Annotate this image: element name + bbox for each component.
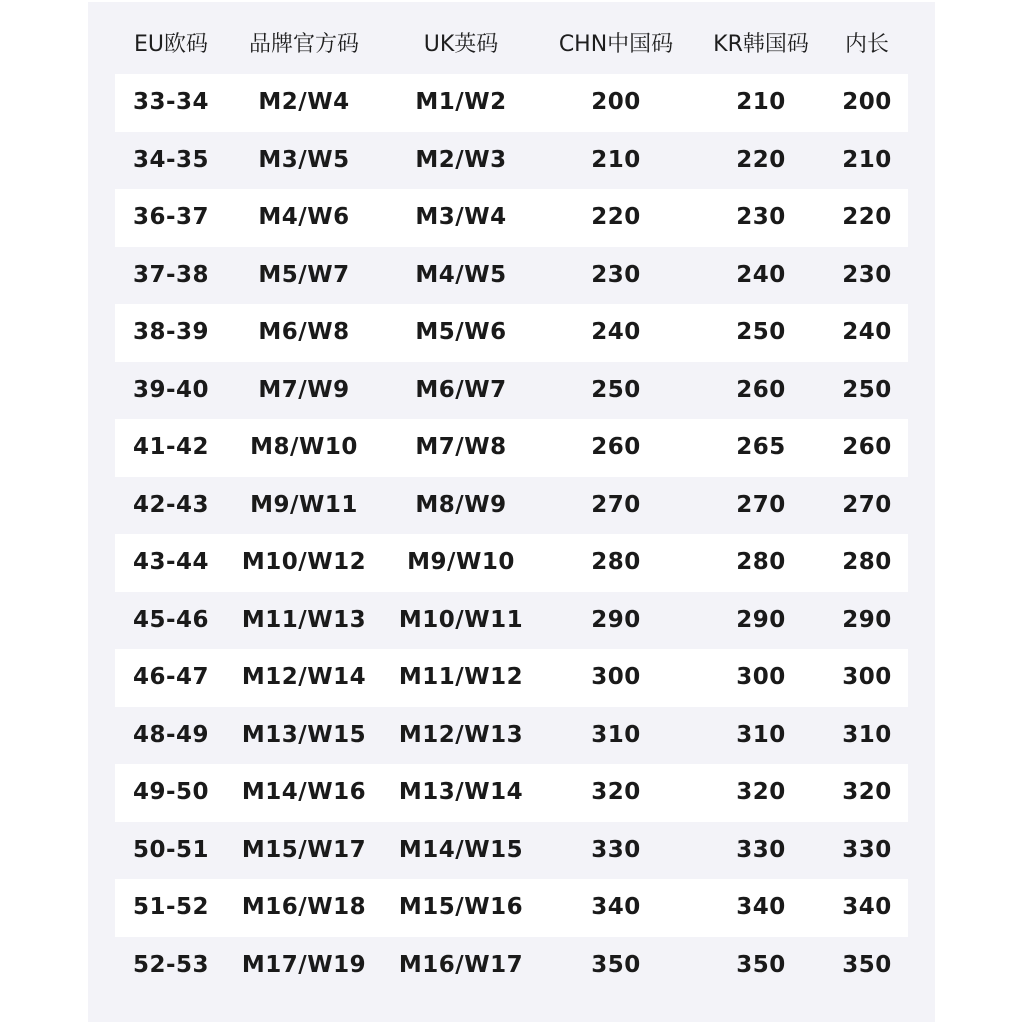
cell-brand-size: M15/W17 [241, 836, 367, 863]
cell-kr-size: 320 [736, 779, 786, 805]
cell-eu-size: 49-50 [132, 779, 210, 805]
cell-uk-size: M10/W11 [398, 606, 524, 633]
cell-kr-size: 250 [736, 319, 786, 345]
cell-uk-size: M15/W16 [398, 894, 524, 920]
cell-uk-size: M2/W3 [415, 146, 507, 173]
table-row [115, 74, 908, 132]
cell-brand-size: M11/W13 [241, 606, 367, 633]
cell-inner-length: 280 [842, 549, 892, 575]
cell-uk-size: M4/W5 [415, 261, 507, 288]
cell-chn-size: 270 [591, 491, 641, 518]
cell-inner-length: 210 [842, 146, 892, 173]
cell-inner-length: 200 [842, 89, 892, 115]
cell-chn-size: 230 [591, 261, 641, 288]
cell-chn-size: 260 [591, 434, 641, 460]
cell-uk-size: M8/W9 [415, 491, 507, 518]
cell-kr-size: 265 [736, 434, 786, 460]
cell-inner-length: 350 [842, 951, 892, 978]
table-row [115, 304, 908, 362]
cell-uk-size: M11/W12 [398, 664, 524, 690]
cell-uk-size: M13/W14 [398, 779, 524, 805]
cell-chn-size: 300 [591, 664, 641, 690]
table-body [115, 74, 908, 994]
cell-kr-size: 340 [736, 894, 786, 920]
cell-uk-size: M1/W2 [415, 89, 507, 115]
table-header [88, 18, 935, 72]
cell-uk-size: M7/W8 [415, 434, 507, 460]
cell-uk-size: M5/W6 [415, 319, 507, 345]
cell-eu-size: 38-39 [132, 319, 210, 345]
cell-chn-size: 250 [591, 376, 641, 403]
cell-uk-size: M3/W4 [415, 204, 507, 230]
cell-eu-size: 50-51 [132, 836, 210, 863]
cell-eu-size: 33-34 [132, 89, 210, 115]
cell-brand-size: M12/W14 [241, 664, 367, 690]
table-row [115, 132, 908, 190]
cell-uk-size: M6/W7 [415, 376, 507, 403]
header-inner-length: 内长 [844, 32, 889, 57]
cell-eu-size: 41-42 [132, 434, 210, 460]
cell-kr-size: 270 [736, 491, 786, 518]
table-row [115, 592, 908, 650]
cell-eu-size: 42-43 [132, 491, 210, 518]
cell-brand-size: M10/W12 [241, 549, 367, 575]
cell-eu-size: 36-37 [132, 204, 210, 230]
table-row [115, 419, 908, 477]
cell-brand-size: M16/W18 [241, 894, 367, 920]
cell-chn-size: 340 [591, 894, 641, 920]
table-row [115, 362, 908, 420]
table-row [115, 879, 908, 937]
header-eu-size: EU欧码 [133, 32, 208, 57]
cell-eu-size: 34-35 [132, 146, 210, 173]
table-row [115, 649, 908, 707]
cell-chn-size: 310 [591, 721, 641, 748]
cell-kr-size: 300 [736, 664, 786, 690]
header-uk-size: UK英码 [423, 32, 499, 57]
cell-inner-length: 330 [842, 836, 892, 863]
table-row [115, 477, 908, 535]
header-chn-size: CHN中国码 [558, 32, 674, 57]
cell-brand-size: M13/W15 [241, 721, 367, 748]
cell-kr-size: 240 [736, 261, 786, 288]
cell-brand-size: M8/W10 [250, 434, 358, 460]
cell-brand-size: M17/W19 [241, 951, 367, 978]
cell-inner-length: 220 [842, 204, 892, 230]
cell-inner-length: 240 [842, 319, 892, 345]
table-row [115, 189, 908, 247]
cell-brand-size: M6/W8 [258, 319, 350, 345]
cell-uk-size: M12/W13 [398, 721, 524, 748]
cell-kr-size: 210 [736, 89, 786, 115]
cell-inner-length: 250 [842, 376, 892, 403]
cell-kr-size: 310 [736, 721, 786, 748]
cell-eu-size: 43-44 [132, 549, 210, 575]
cell-eu-size: 45-46 [132, 606, 210, 633]
cell-chn-size: 320 [591, 779, 641, 805]
cell-inner-length: 320 [842, 779, 892, 805]
header-brand-size: 品牌官方码 [248, 32, 359, 57]
cell-brand-size: M4/W6 [258, 204, 350, 230]
table-row [115, 534, 908, 592]
cell-uk-size: M14/W15 [398, 836, 524, 863]
table-row [115, 822, 908, 880]
cell-uk-size: M9/W10 [407, 549, 515, 575]
cell-inner-length: 270 [842, 491, 892, 518]
cell-brand-size: M14/W16 [241, 779, 367, 805]
cell-chn-size: 200 [591, 89, 641, 115]
cell-kr-size: 220 [736, 146, 786, 173]
cell-brand-size: M5/W7 [258, 261, 350, 288]
cell-eu-size: 39-40 [132, 376, 210, 403]
cell-eu-size: 37-38 [132, 261, 210, 288]
table-row [115, 764, 908, 822]
cell-inner-length: 260 [842, 434, 892, 460]
cell-brand-size: M9/W11 [250, 491, 358, 518]
cell-inner-length: 310 [842, 721, 892, 748]
cell-eu-size: 51-52 [132, 894, 210, 920]
cell-kr-size: 330 [736, 836, 786, 863]
cell-inner-length: 290 [842, 606, 892, 633]
cell-kr-size: 290 [736, 606, 786, 633]
cell-chn-size: 350 [591, 951, 641, 978]
cell-kr-size: 280 [736, 549, 786, 575]
cell-kr-size: 260 [736, 376, 786, 403]
cell-uk-size: M16/W17 [398, 951, 524, 978]
cell-chn-size: 290 [591, 606, 641, 633]
cell-chn-size: 220 [591, 204, 641, 230]
cell-inner-length: 300 [842, 664, 892, 690]
header-kr-size: KR韩国码 [713, 32, 809, 57]
cell-inner-length: 230 [842, 261, 892, 288]
cell-eu-size: 46-47 [132, 664, 210, 690]
cell-eu-size: 48-49 [132, 721, 210, 748]
cell-inner-length: 340 [842, 894, 892, 920]
table-row [115, 247, 908, 305]
cell-brand-size: M2/W4 [258, 89, 350, 115]
cell-brand-size: M3/W5 [258, 146, 350, 173]
cell-chn-size: 210 [591, 146, 641, 173]
cell-brand-size: M7/W9 [258, 376, 350, 403]
table-row [115, 707, 908, 765]
cell-kr-size: 230 [736, 204, 786, 230]
cell-chn-size: 240 [591, 319, 641, 345]
cell-chn-size: 280 [591, 549, 641, 575]
cell-eu-size: 52-53 [132, 951, 210, 978]
cell-kr-size: 350 [736, 951, 786, 978]
cell-chn-size: 330 [591, 836, 641, 863]
table-row [115, 937, 908, 995]
